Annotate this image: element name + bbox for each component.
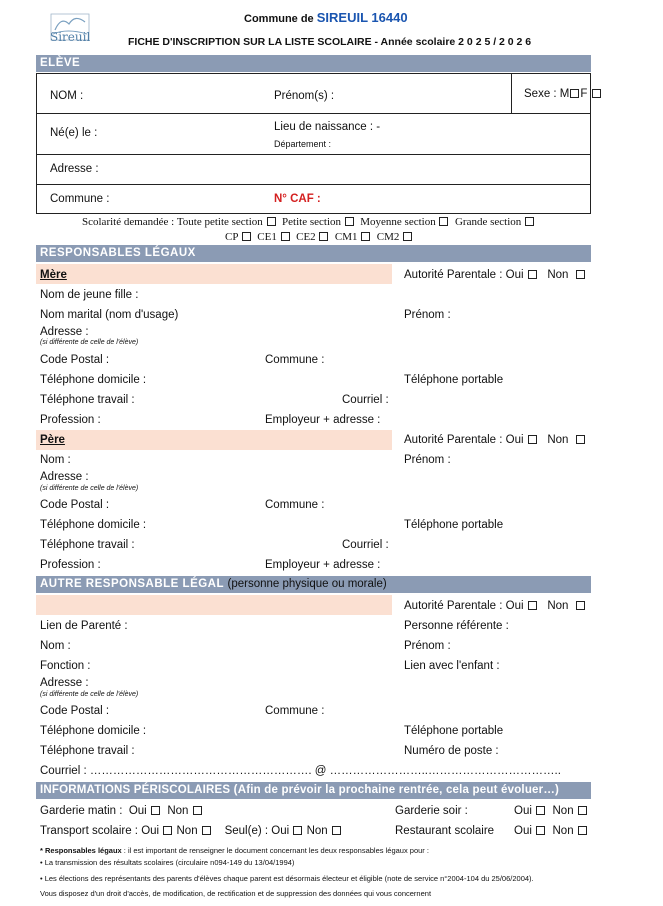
mere-tel-portable: Téléphone portable bbox=[404, 374, 504, 386]
footer-note-2: • La transmission des résultats scolaires (circulaire n094-149 du 13/04/1994) bbox=[40, 858, 295, 867]
level-ps-checkbox[interactable] bbox=[345, 217, 354, 226]
autre-courriel: Courriel : …………………………………………………. @ ……………………..…………………………….. bbox=[40, 765, 561, 777]
seul-label: Seul(e) : Oui bbox=[224, 825, 290, 837]
non-label: Non bbox=[167, 805, 189, 817]
restaurant-options bbox=[514, 824, 588, 838]
non-label: Non bbox=[552, 825, 574, 837]
non-label: Non bbox=[176, 825, 198, 837]
garderie-matin-oui-checkbox[interactable] bbox=[151, 806, 160, 815]
mere-title: Mère bbox=[40, 269, 67, 281]
mere-header-bg bbox=[36, 264, 392, 284]
transport-oui-checkbox[interactable] bbox=[163, 826, 172, 835]
non-label: Non bbox=[547, 434, 569, 446]
footer-note-4: Vous disposez d'un droit d'accès, de modification, de rectification et de suppression des données qui vous concernent bbox=[40, 889, 432, 898]
logo bbox=[47, 10, 93, 46]
autre-autorite-non-checkbox[interactable] bbox=[576, 601, 585, 610]
footer-note-1-text: : il est important de renseigner le document concernant les deux responsables légaux pour : bbox=[121, 846, 429, 855]
oui-label: Oui bbox=[505, 269, 524, 281]
autre-subtitle: (personne physique ou morale) bbox=[227, 578, 387, 590]
mere-employeur: Employeur + adresse : bbox=[265, 414, 381, 426]
autorite-label: Autorité Parentale : bbox=[404, 269, 503, 281]
mere-jeune-fille: Nom de jeune fille : bbox=[40, 289, 139, 301]
autre-personne-ref: Personne référente : bbox=[404, 620, 509, 632]
pere-title: Père bbox=[40, 434, 65, 446]
autre-header-bg bbox=[36, 595, 392, 615]
garderie-matin-row bbox=[40, 804, 203, 818]
restaurant-non-checkbox[interactable] bbox=[578, 826, 587, 835]
pere-autorite-non-checkbox[interactable] bbox=[576, 435, 585, 444]
level-cm2: CM2 bbox=[376, 231, 400, 243]
prenom-label: Prénom(s) : bbox=[274, 90, 335, 102]
garderie-matin-label: Garderie matin : bbox=[40, 805, 123, 817]
autre-code-postal: Code Postal : bbox=[40, 705, 110, 717]
level-ce2-checkbox[interactable] bbox=[319, 232, 328, 241]
pere-nom: Nom : bbox=[40, 454, 71, 466]
garderie-soir-oui-checkbox[interactable] bbox=[536, 806, 545, 815]
pere-tel-portable: Téléphone portable bbox=[404, 519, 504, 531]
commune-label: Commune : bbox=[50, 193, 110, 205]
pere-employeur: Employeur + adresse : bbox=[265, 559, 381, 571]
divider bbox=[36, 154, 591, 155]
footer-note-1 bbox=[40, 846, 429, 856]
pere-autorite-oui-checkbox[interactable] bbox=[528, 435, 537, 444]
section-periscolaire-header: INFORMATIONS PÉRISCOLAIRES (Afin de prévoir la prochaine rentrée, cela peut évoluer…) bbox=[36, 782, 591, 799]
oui-label: Oui bbox=[514, 805, 532, 817]
commune-name: SIREUIL 16440 bbox=[316, 10, 408, 25]
form-title: FICHE D'INSCRIPTION SUR LA LISTE SCOLAIRE - Année scolaire 2 0 2 5 / 2 0 2 6 bbox=[128, 36, 532, 48]
level-ce2: CE2 bbox=[296, 231, 316, 243]
mere-commune: Commune : bbox=[265, 354, 325, 366]
autre-adresse: Adresse : bbox=[40, 677, 89, 689]
garderie-soir-label: Garderie soir : bbox=[395, 805, 468, 817]
sexe-label: Sexe : M bbox=[524, 88, 570, 100]
pere-prenom: Prénom : bbox=[404, 454, 451, 466]
logo-text: Sireuil bbox=[50, 30, 91, 44]
departement-label: Département : bbox=[274, 139, 332, 149]
autre-autorite-oui-checkbox[interactable] bbox=[528, 601, 537, 610]
sexe-f-checkbox[interactable] bbox=[592, 89, 601, 98]
level-ce1: CE1 bbox=[257, 231, 277, 243]
level-gs: Grande section bbox=[454, 216, 522, 228]
mere-adresse-note: (si différente de celle de l'élève) bbox=[40, 339, 139, 346]
level-cp-checkbox[interactable] bbox=[242, 232, 251, 241]
autre-tel-portable: Téléphone portable bbox=[404, 725, 504, 737]
footer-note-3: • Les élections des représentants des parents d'élèves chaque parent est désormais électeur et éligible (note de service n°2004-104 du 25/06/2004). bbox=[40, 874, 534, 883]
pere-code-postal: Code Postal : bbox=[40, 499, 110, 511]
level-ms-checkbox[interactable] bbox=[439, 217, 448, 226]
level-cm1: CM1 bbox=[334, 231, 358, 243]
sexe-field bbox=[524, 87, 602, 101]
autre-num-poste: Numéro de poste : bbox=[404, 745, 499, 757]
scolarite-label: Scolarité demandée : bbox=[82, 216, 175, 228]
level-tps: Toute petite section bbox=[176, 216, 263, 228]
autre-title: AUTRE RESPONSABLE LÉGAL bbox=[40, 578, 224, 590]
caf-label: N° CAF : bbox=[274, 193, 321, 205]
level-gs-checkbox[interactable] bbox=[525, 217, 534, 226]
pere-tel-domicile: Téléphone domicile : bbox=[40, 519, 147, 531]
autre-tel-travail: Téléphone travail : bbox=[40, 745, 135, 757]
lieu-naissance-label: Lieu de naissance : - bbox=[274, 121, 381, 133]
autre-adresse-note: (si différente de celle de l'élève) bbox=[40, 691, 139, 698]
level-cm1-checkbox[interactable] bbox=[361, 232, 370, 241]
mere-autorite bbox=[404, 268, 586, 282]
level-ps: Petite section bbox=[282, 216, 342, 228]
level-cp: CP bbox=[225, 231, 239, 243]
level-ce1-checkbox[interactable] bbox=[281, 232, 290, 241]
autre-lien-enfant: Lien avec l'enfant : bbox=[404, 660, 500, 672]
non-label: Non bbox=[547, 600, 569, 612]
pere-commune: Commune : bbox=[265, 499, 325, 511]
scolarite-line2 bbox=[225, 230, 413, 244]
section-responsables-header: RESPONSABLES LÉGAUX bbox=[36, 245, 591, 262]
mere-courriel: Courriel : bbox=[342, 394, 389, 406]
pere-tel-travail: Téléphone travail : bbox=[40, 539, 135, 551]
mere-tel-domicile: Téléphone domicile : bbox=[40, 374, 147, 386]
restaurant-oui-checkbox[interactable] bbox=[536, 826, 545, 835]
section-autre-header bbox=[36, 576, 591, 593]
scolarite-line1 bbox=[82, 215, 535, 229]
non-label: Non bbox=[547, 269, 569, 281]
oui-label: Oui bbox=[505, 434, 524, 446]
mere-code-postal: Code Postal : bbox=[40, 354, 110, 366]
level-tps-checkbox[interactable] bbox=[267, 217, 276, 226]
divider bbox=[511, 73, 512, 114]
commune-prefix: Commune de bbox=[244, 13, 314, 25]
level-cm2-checkbox[interactable] bbox=[403, 232, 412, 241]
autre-tel-domicile: Téléphone domicile : bbox=[40, 725, 147, 737]
mere-adresse: Adresse : bbox=[40, 326, 89, 338]
mere-nom-marital: Nom marital (nom d'usage) bbox=[40, 309, 179, 321]
sexe-f-label: F bbox=[580, 88, 588, 100]
transport-non-checkbox[interactable] bbox=[202, 826, 211, 835]
autorite-label: Autorité Parentale : bbox=[404, 600, 503, 612]
pere-adresse: Adresse : bbox=[40, 471, 89, 483]
divider bbox=[36, 184, 591, 185]
oui-label: Oui bbox=[505, 600, 524, 612]
mere-autorite-non-checkbox[interactable] bbox=[576, 270, 585, 279]
autre-lien-parente: Lien de Parenté : bbox=[40, 620, 128, 632]
non-label: Non bbox=[552, 805, 574, 817]
oui-label: Oui bbox=[128, 805, 147, 817]
divider bbox=[36, 113, 591, 114]
garderie-soir-non-checkbox[interactable] bbox=[578, 806, 587, 815]
pere-autorite bbox=[404, 433, 586, 447]
nom-label: NOM : bbox=[50, 90, 84, 102]
non-label: Non bbox=[306, 825, 328, 837]
pere-profession: Profession : bbox=[40, 559, 101, 571]
sexe-m-checkbox[interactable] bbox=[570, 89, 579, 98]
mere-autorite-oui-checkbox[interactable] bbox=[528, 270, 537, 279]
autre-autorite bbox=[404, 599, 586, 613]
autre-nom: Nom : bbox=[40, 640, 71, 652]
pere-header-bg bbox=[36, 430, 392, 450]
section-eleve-header: ELÈVE bbox=[36, 55, 591, 72]
ne-le-label: Né(e) le : bbox=[50, 127, 98, 139]
autre-fonction: Fonction : bbox=[40, 660, 91, 672]
autre-prenom: Prénom : bbox=[404, 640, 451, 652]
pere-adresse-note: (si différente de celle de l'élève) bbox=[40, 485, 139, 492]
transport-row bbox=[40, 824, 342, 838]
autre-commune: Commune : bbox=[265, 705, 325, 717]
mere-prenom: Prénom : bbox=[404, 309, 451, 321]
oui-label: Oui bbox=[514, 825, 532, 837]
seul-oui-checkbox[interactable] bbox=[293, 826, 302, 835]
transport-label: Transport scolaire : Oui bbox=[40, 825, 160, 837]
autorite-label: Autorité Parentale : bbox=[404, 434, 503, 446]
commune-title bbox=[244, 11, 408, 26]
mere-tel-travail: Téléphone travail : bbox=[40, 394, 135, 406]
mere-profession: Profession : bbox=[40, 414, 101, 426]
pere-courriel: Courriel : bbox=[342, 539, 389, 551]
level-ms: Moyenne section bbox=[360, 216, 436, 228]
restaurant-label: Restaurant scolaire bbox=[395, 825, 495, 837]
garderie-matin-non-checkbox[interactable] bbox=[193, 806, 202, 815]
footer-note-1-bold: * Responsables légaux bbox=[40, 846, 122, 855]
seul-non-checkbox[interactable] bbox=[332, 826, 341, 835]
adresse-label: Adresse : bbox=[50, 163, 99, 175]
garderie-soir-options bbox=[514, 804, 588, 818]
